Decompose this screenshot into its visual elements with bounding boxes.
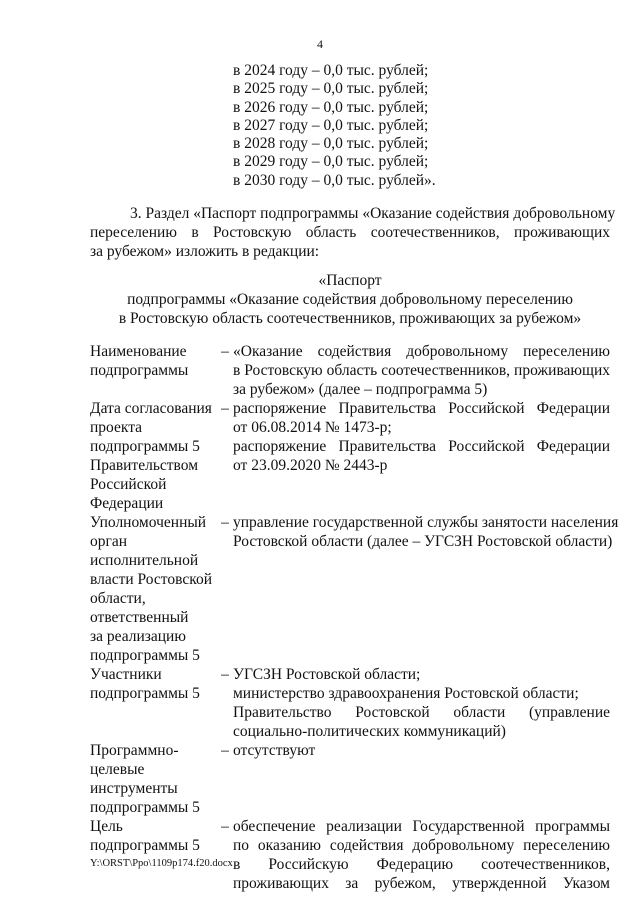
label-line: подпрограммы 5 <box>90 438 200 455</box>
value-line: распоряжение Правительства Российской Федерации <box>233 438 610 455</box>
label-line: подпрограммы 5 <box>90 685 200 702</box>
passport-row-value <box>233 399 610 475</box>
passport-heading <box>60 271 640 328</box>
passport-row-label <box>90 741 217 817</box>
passport-row <box>90 665 610 741</box>
label-line: Дата согласования <box>90 400 212 417</box>
label-line: за реализацию <box>90 628 186 645</box>
label-line: целевые <box>90 761 145 778</box>
dash-separator: – <box>221 400 229 417</box>
passport-row <box>90 513 619 665</box>
funding-line: в 2026 году – 0,0 тыс. рублей; <box>233 98 429 116</box>
value-line: УГСЗН Ростовской области; <box>233 666 421 683</box>
label-line: инструменты <box>90 780 178 797</box>
section-paragraph <box>90 204 616 261</box>
label-line: Участники <box>90 666 162 683</box>
value-line: министерство здравоохранения Ростовской области; <box>233 685 579 702</box>
label-line: Наименование <box>90 343 187 360</box>
dash-separator: – <box>221 818 229 835</box>
funding-line: в 2030 году – 0,0 тыс. рублей». <box>233 171 436 189</box>
passport-table <box>90 342 619 893</box>
dash-separator: – <box>221 343 229 360</box>
label-line: подпрограммы 5 <box>90 799 200 816</box>
label-line: власти Ростовской <box>90 571 213 588</box>
passport-row <box>90 817 610 893</box>
value-line: обеспечение реализации Государственной программы <box>233 818 610 835</box>
section-line: переселению в Ростовскую область соотечественников, проживающих <box>90 224 610 241</box>
passport-row-value <box>233 665 610 741</box>
section-line: за рубежом» изложить в редакции: <box>90 243 320 260</box>
value-line: распоряжение Правительства Российской Федерации <box>233 400 610 417</box>
label-line: орган <box>90 533 128 550</box>
passport-row-label <box>90 342 217 380</box>
page-number: 4 <box>317 37 323 51</box>
passport-row <box>90 741 610 817</box>
funding-line: в 2027 году – 0,0 тыс. рублей; <box>233 116 429 134</box>
value-line: от 06.08.2014 № 1473-р; <box>233 419 392 436</box>
passport-row-value <box>233 741 610 760</box>
label-line: Федерации <box>90 495 164 512</box>
passport-row-label <box>90 513 217 665</box>
value-line: отсутствуют <box>233 742 316 759</box>
label-line: области, <box>90 590 146 607</box>
label-line: подпрограммы 5 <box>90 647 200 664</box>
value-line: в Ростовскую область соотечественников, проживающих <box>233 362 610 379</box>
value-line: в Российскую Федерацию соотечественников, <box>233 856 610 873</box>
value-line: «Оказание содействия добровольному переселению <box>233 343 610 360</box>
funding-line: в 2025 году – 0,0 тыс. рублей; <box>233 80 429 98</box>
value-line: от 23.09.2020 № 2443-р <box>233 457 388 474</box>
label-line: ответственный <box>90 609 189 626</box>
label-line: проекта <box>90 419 143 436</box>
value-line: социально-политических коммуникаций) <box>233 723 506 740</box>
dash-separator: – <box>221 514 229 531</box>
label-line: подпрограммы 5 <box>90 837 200 854</box>
label-line: исполнительной <box>90 552 199 569</box>
value-line: Ростовской области (далее – УГСЗН Ростовской области) <box>233 533 613 550</box>
label-line: Правительством <box>90 457 199 474</box>
funding-line: в 2029 году – 0,0 тыс. рублей; <box>233 153 429 171</box>
heading-line: подпрограммы «Оказание содействия добровольному переселению <box>127 291 573 308</box>
passport-row-label <box>90 665 217 703</box>
label-line: Российской <box>90 476 167 493</box>
passport-row-value <box>233 817 610 893</box>
value-line: управление государственной службы занятости населения <box>233 514 619 531</box>
value-line: проживающих за рубежом, утвержденной Указом <box>233 875 610 892</box>
passport-row-label <box>90 399 217 513</box>
funding-line: в 2028 году – 0,0 тыс. рублей; <box>233 135 429 153</box>
passport-row-value <box>233 342 610 399</box>
section-line: 3. Раздел «Паспорт подпрограммы «Оказание содействия добровольному <box>130 205 616 222</box>
label-line: Программно- <box>90 742 179 759</box>
value-line: Правительство Ростовской области (управление <box>233 704 610 721</box>
funding-list <box>233 62 436 190</box>
label-line: Цель <box>90 818 123 835</box>
dash-separator: – <box>221 742 229 759</box>
funding-line: в 2024 году – 0,0 тыс. рублей; <box>233 62 429 79</box>
dash-separator: – <box>221 666 229 683</box>
value-line: за рубежом» (далее – подпрограмма 5) <box>233 381 488 398</box>
passport-row <box>90 342 610 399</box>
passport-row-value <box>233 513 618 551</box>
label-line: подпрограммы <box>90 362 189 379</box>
passport-row-label <box>90 817 217 855</box>
heading-line: «Паспорт <box>318 272 382 289</box>
footer-file-path: Y:\ORST\Ppo\1109p174.f20.docx <box>90 858 233 869</box>
value-line: по оказанию содействия добровольному переселению <box>233 837 610 854</box>
passport-row <box>90 399 610 513</box>
heading-line: в Ростовскую область соотечественников, проживающих за рубежом» <box>118 310 582 327</box>
label-line: Уполномоченный <box>90 514 207 531</box>
